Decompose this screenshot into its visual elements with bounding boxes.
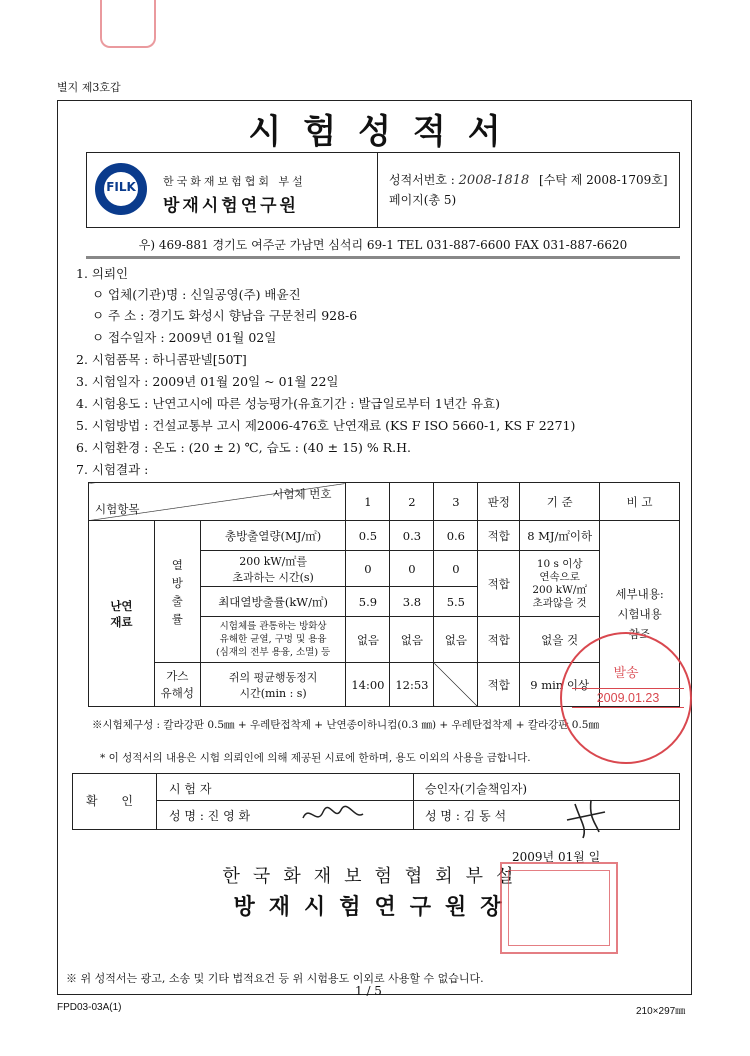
section-3: 3. 시험일자 : 2009년 01월 20일 ~ 01월 22일 xyxy=(76,374,339,389)
page-count: 페이지(총 5) xyxy=(389,193,457,207)
section-2: 2. 시험품목 : 하니콤판넬[50T] xyxy=(76,352,247,367)
header-box xyxy=(86,152,680,228)
org-subtitle: 한국화재보험협회 부설 xyxy=(163,175,306,188)
confirmation-box: 확 인 시 험 자 성 명 : 진 영 화 승인자(기술책임자) 성 명 : 김 동 석 xyxy=(72,773,680,830)
address-line: 우) 469-881 경기도 여주군 가남면 심석리 69-1 TEL 031-887-6600 FAX 031-887-6620 xyxy=(138,238,628,252)
footer-org-name: 방재시험연구원장 xyxy=(233,894,516,920)
form-code: FPD03-03A(1) xyxy=(57,1002,122,1013)
client-name: ㅇ 업체(기관)명 : 신일공영(주) 배윤진 xyxy=(92,287,301,302)
top-seal-icon xyxy=(100,0,156,48)
footer-org-subtitle: 한국화재보험협회부설 xyxy=(222,866,527,887)
paper-size: 210×297㎜ xyxy=(636,1006,686,1017)
section-6: 6. 시험환경 : 온도 : (20 ± 2) ℃, 습도 : (40 ± 15) % R.H. xyxy=(76,440,411,455)
usage-note: * 이 성적서의 내용은 시험 의뢰인에 의해 제공된 시료에 한하며, 용도 이외의 사용을 금합니다. xyxy=(100,752,531,764)
dispatch-date-stamp: 발송 2009.01.23 xyxy=(560,632,692,764)
section-1: 1. 의뢰인 xyxy=(76,266,129,281)
institute-seal-icon xyxy=(500,862,618,954)
section-7: 7. 시험결과 : xyxy=(76,462,149,477)
client-address: ㅇ 주 소 : 경기도 화성시 향남읍 구문천리 928-6 xyxy=(92,308,358,323)
page-title: 시험성적서 xyxy=(248,112,523,152)
issue-date: 2009년 01월 일 xyxy=(512,850,601,864)
section-4: 4. 시험용도 : 난연고시에 따른 성능평가(유효기간 : 발급일로부터 1년간 유효) xyxy=(76,396,500,411)
tester-signature-icon xyxy=(299,800,369,828)
approver-signature-icon xyxy=(561,792,611,842)
material-class: 난연 재료 xyxy=(89,521,155,707)
report-number: 성적서번호 : 2008-1818 [수탁 제 2008-1709호] xyxy=(389,173,668,188)
filk-logo-icon: FILK xyxy=(95,163,147,215)
page-number: 1 / 5 xyxy=(355,984,382,998)
section-5: 5. 시험방법 : 건설교통부 고시 제2006-476호 난연재료 (KS F ISO 5660-1, KS F 2271) xyxy=(76,418,576,433)
receipt-date: ㅇ 접수일자 : 2009년 01월 02일 xyxy=(92,330,277,345)
results-table: 시험체 번호 시험항목 1 2 3 판정 기 준 비 고 난연 재료 열 방 출 률 총방출열량(MJ/㎡) 0.5 0.3 0.6 적합 8 MJ/㎡이하 세부내용: 시험내용 참조 200 kW/㎡를 초과하는 시간(s) 0 0 0 적합 10 s 이상 연속으로 200 kW/㎡ 초과않을 것 최대열방출률(kW/㎡) 5.9 3.8 5.5 시험체를 관통하는 방화상 유해한 균열, 구멍 및 용융 (심재의 전부 용융, 소멸) 등 없음 없음 없음 적합 없을 것 가스 유해성 쥐의 평균행동정지 시간(min : s) 14:00 12:53 적합 9 min 이상 xyxy=(88,482,680,707)
org-name: 방재시험연구원 xyxy=(163,196,299,216)
bottom-note: ※ 위 성적서는 광고, 소송 및 기타 법적요건 등 위 시험용도 이외로 사용할 수 없습니다. xyxy=(66,972,484,985)
remark-cell: 세부내용: 시험내용 참조 xyxy=(600,521,680,707)
annex-label: 별지 제3호갑 xyxy=(57,81,121,94)
specimen-composition-note: ※시험체구성 : 칼라강판 0.5㎜ + 우레탄접착제 + 난연종이하니컴(0.3 ㎜) + 우레탄접착제 + 칼라강판 0.5㎜ xyxy=(92,719,599,731)
